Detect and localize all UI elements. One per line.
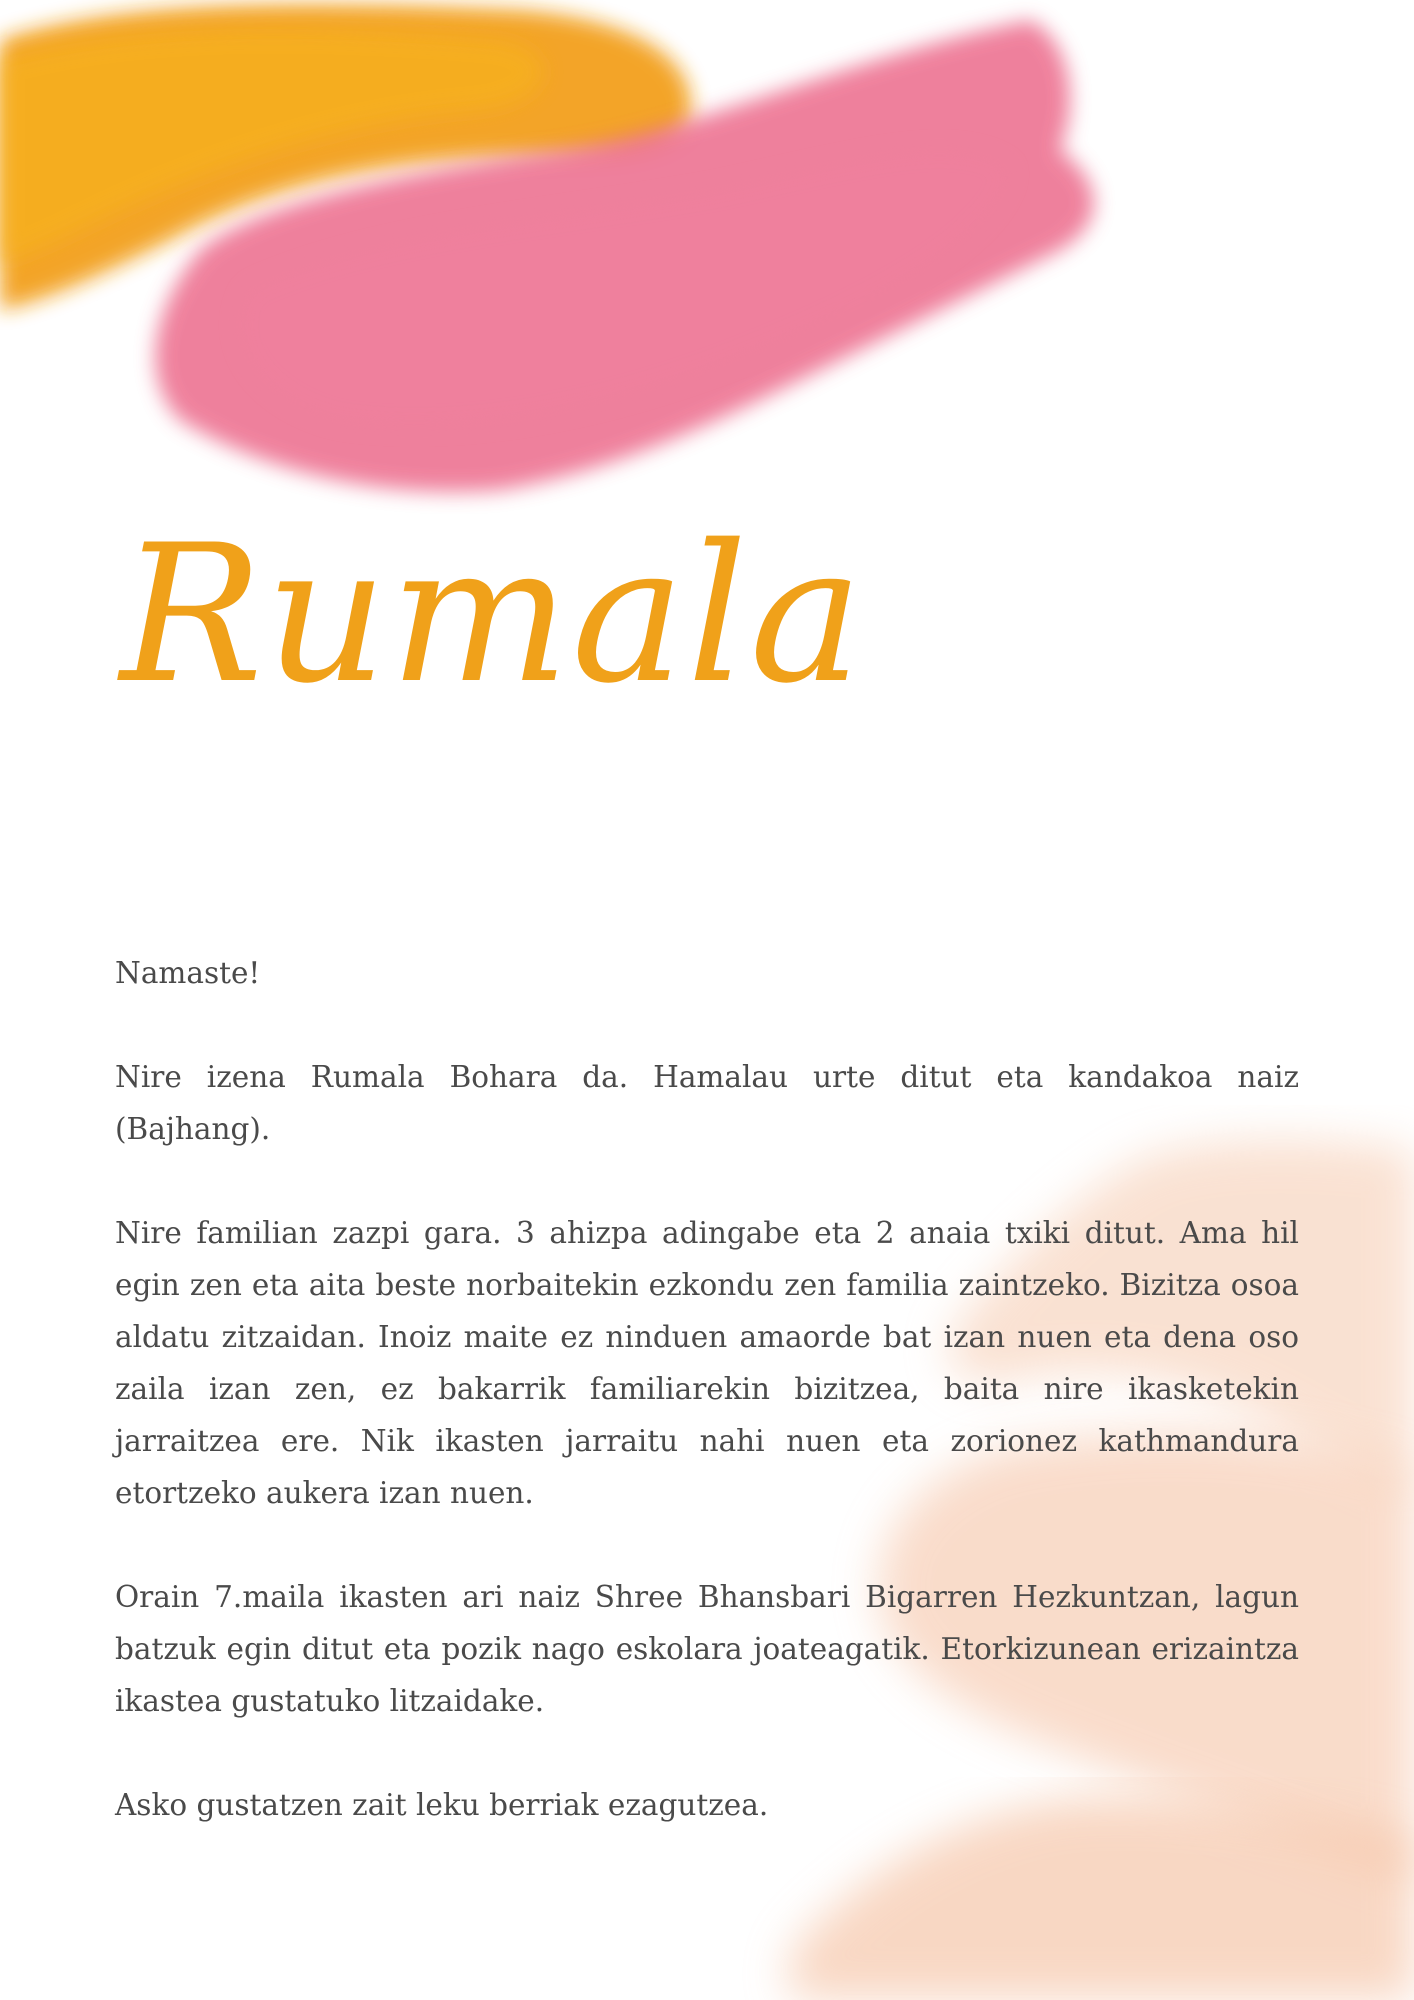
letter-body: [115, 947, 1299, 1883]
greeting: Namaste!: [115, 956, 261, 990]
page-title: Rumala: [120, 504, 865, 725]
paragraph-interests: Asko gustatzen zait leku berriak ezagutzea.: [115, 1788, 769, 1822]
paragraph-intro: Nire izena Rumala Bohara da. Hamalau urte ditut eta kandakoa naiz (Bajhang).: [115, 1060, 1299, 1146]
paragraph-family: Nire familian zazpi gara. 3 ahizpa adingabe eta 2 anaia txiki ditut. Ama hil egin zen eta aita beste norbaitekin ezkondu zen familia zaintzeko. Bizitza osoa aldatu zitzaidan. Inoiz maite ez ninduen amaorde bat izan nuen eta dena oso zaila izan zen, ez bakarrik familiarekin bizitzea, baita nire ikasketekin jarraitzea ere. Nik ikasten jarraitu nahi nuen eta zorionez kathmandura etortzeko aukera izan nuen.: [115, 1216, 1299, 1510]
paragraph-school: Orain 7.maila ikasten ari naiz Shree Bhansbari Bigarren Hezkuntzan, lagun batzuk egin ditut eta pozik nago eskolara joateagatik. Etorkizunean erizaintza ikastea gustatuko litzaidake.: [115, 1580, 1299, 1718]
